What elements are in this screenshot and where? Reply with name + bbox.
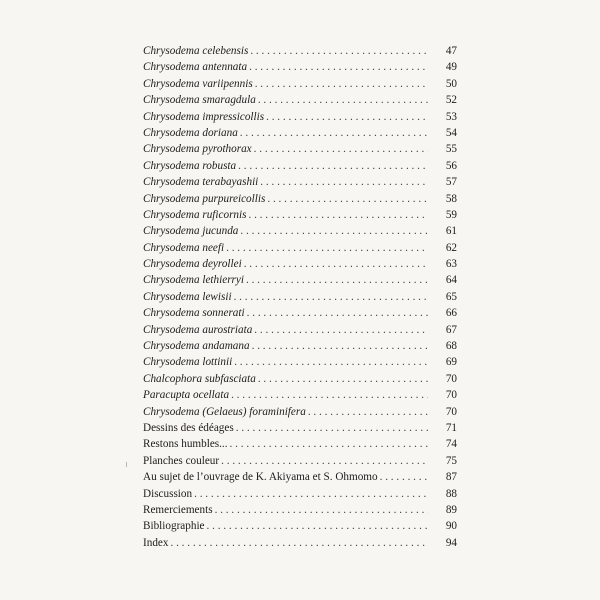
toc-entry-title: Paracupta ocellata bbox=[143, 389, 230, 402]
toc-entry-page-number: 68 bbox=[445, 340, 457, 353]
toc-entry-title: Dessins des édéages bbox=[143, 421, 234, 434]
toc-entry-title: Chrysodema impressicollis bbox=[143, 110, 265, 123]
toc-entry-page-number: 88 bbox=[445, 487, 457, 500]
toc-dot-leader bbox=[249, 59, 428, 75]
toc-entry bbox=[143, 387, 457, 403]
toc-entry bbox=[143, 109, 457, 125]
toc-entry-title: Chrysodema andamana bbox=[143, 340, 250, 353]
toc-dot-leader bbox=[234, 354, 428, 370]
toc-dot-leader bbox=[194, 486, 428, 502]
toc-dot-leader bbox=[215, 502, 428, 518]
toc-entry-title: Chrysodema lewisii bbox=[143, 290, 232, 303]
toc-entry bbox=[143, 141, 457, 157]
toc-dot-leader bbox=[254, 322, 428, 338]
toc-entry bbox=[143, 305, 457, 321]
toc-dot-leader bbox=[250, 43, 428, 59]
toc-dot-leader bbox=[221, 453, 428, 469]
toc-dot-leader bbox=[255, 76, 428, 92]
toc-entry-title: Chrysodema jucunda bbox=[143, 225, 239, 238]
toc-entry-page-number: 94 bbox=[445, 536, 457, 549]
toc-entry bbox=[143, 518, 457, 534]
toc-dot-leader bbox=[247, 305, 428, 321]
toc-entry bbox=[143, 76, 457, 92]
toc-entry-title: Chrysodema purpureicollis bbox=[143, 192, 266, 205]
toc-entry-title: Chrysodema neefi bbox=[143, 241, 225, 254]
toc-entry-page-number: 65 bbox=[445, 290, 457, 303]
toc-entry bbox=[143, 453, 457, 469]
toc-entry-title: Chrysodema terabayashii bbox=[143, 176, 259, 189]
toc-entry bbox=[143, 420, 457, 436]
toc-dot-leader bbox=[236, 420, 428, 436]
toc-entry bbox=[143, 191, 457, 207]
toc-entry-page-number: 52 bbox=[445, 94, 457, 107]
toc-entry-page-number: 62 bbox=[445, 241, 457, 254]
toc-dot-leader bbox=[230, 436, 428, 452]
table-of-contents bbox=[143, 43, 457, 551]
toc-entry-title: Chrysodema pyrothorax bbox=[143, 143, 252, 156]
toc-entry-title: Bibliographie bbox=[143, 520, 205, 533]
toc-entry-title: Chrysodema lottinii bbox=[143, 356, 233, 369]
toc-entry bbox=[143, 207, 457, 223]
toc-entry bbox=[143, 289, 457, 305]
toc-entry-page-number: 63 bbox=[445, 258, 457, 271]
toc-dot-leader bbox=[267, 191, 428, 207]
toc-entry bbox=[143, 256, 457, 272]
toc-entry-title: Remerciements bbox=[143, 503, 213, 516]
toc-dot-leader bbox=[258, 92, 428, 108]
toc-entry-title: Chrysodema variipennis bbox=[143, 77, 253, 90]
toc-entry bbox=[143, 436, 457, 452]
toc-entry-title: Chrysodema sonnerati bbox=[143, 307, 245, 320]
toc-dot-leader bbox=[266, 109, 428, 125]
toc-entry bbox=[143, 338, 457, 354]
toc-entry-title: Restons humbles... bbox=[143, 438, 228, 451]
toc-entry bbox=[143, 272, 457, 288]
toc-dot-leader bbox=[308, 404, 428, 420]
toc-entry bbox=[143, 240, 457, 256]
toc-entry-page-number: 55 bbox=[445, 143, 457, 156]
toc-entry-page-number: 56 bbox=[445, 159, 457, 172]
toc-entry bbox=[143, 43, 457, 59]
toc-dot-leader bbox=[240, 223, 428, 239]
toc-entry bbox=[143, 469, 457, 485]
toc-entry bbox=[143, 371, 457, 387]
toc-entry-page-number: 74 bbox=[445, 438, 457, 451]
toc-entry-page-number: 87 bbox=[445, 471, 457, 484]
toc-dot-leader bbox=[244, 256, 428, 272]
toc-entry-page-number: 66 bbox=[445, 307, 457, 320]
toc-entry bbox=[143, 404, 457, 420]
toc-dot-leader bbox=[260, 174, 428, 190]
toc-entry-page-number: 71 bbox=[445, 421, 457, 434]
toc-entry-title: Discussion bbox=[143, 487, 193, 500]
toc-entry-title: Chrysodema antennata bbox=[143, 61, 248, 74]
toc-entry-title: Planches couleur bbox=[143, 454, 220, 467]
toc-entry-title: Chrysodema robusta bbox=[143, 159, 237, 172]
toc-entry-title: Chrysodema ruficornis bbox=[143, 208, 247, 221]
toc-entry bbox=[143, 354, 457, 370]
toc-dot-leader bbox=[170, 535, 428, 551]
toc-entry-page-number: 61 bbox=[445, 225, 457, 238]
toc-entry-page-number: 49 bbox=[445, 61, 457, 74]
toc-dot-leader bbox=[248, 207, 428, 223]
toc-entry bbox=[143, 92, 457, 108]
toc-dot-leader bbox=[246, 272, 428, 288]
toc-entry-title: Index bbox=[143, 536, 169, 549]
toc-entry-page-number: 90 bbox=[445, 520, 457, 533]
toc-entry-title: Chrysodema celebensis bbox=[143, 45, 249, 57]
toc-entry-title: Au sujet de l’ouvrage de K. Akiyama et S. Ohmomo bbox=[143, 471, 378, 484]
toc-entry-title: Chrysodema (Gelaeus) foraminifera bbox=[143, 405, 306, 418]
toc-dot-leader bbox=[234, 289, 428, 305]
toc-entry-page-number: 70 bbox=[445, 405, 457, 418]
toc-entry bbox=[143, 59, 457, 75]
toc-entry-page-number: 67 bbox=[445, 323, 457, 336]
toc-entry-page-number: 64 bbox=[445, 274, 457, 287]
toc-entry-title: Chalcophora subfasciata bbox=[143, 372, 256, 385]
toc-entry-page-number: 54 bbox=[445, 126, 457, 139]
toc-entry-title: Chrysodema deyrollei bbox=[143, 258, 242, 271]
toc-dot-leader bbox=[226, 240, 428, 256]
toc-entry-page-number: 53 bbox=[445, 110, 457, 123]
toc-entry-page-number: 69 bbox=[445, 356, 457, 369]
toc-entry bbox=[143, 223, 457, 239]
toc-entry bbox=[143, 486, 457, 502]
toc-entry-page-number: 57 bbox=[445, 176, 457, 189]
toc-entry-title: Chrysodema aurostriata bbox=[143, 323, 253, 336]
toc-dot-leader bbox=[252, 338, 428, 354]
page-blemish bbox=[126, 462, 127, 467]
toc-entry-page-number: 58 bbox=[445, 192, 457, 205]
toc-dot-leader bbox=[380, 469, 428, 485]
toc-dot-leader bbox=[254, 141, 428, 157]
toc-dot-leader bbox=[238, 158, 428, 174]
toc-dot-leader bbox=[207, 518, 428, 534]
toc-entry-title: Chrysodema smaragdula bbox=[143, 94, 256, 107]
toc-entry-title: Chrysodema doriana bbox=[143, 126, 238, 139]
toc-entry-page-number: 75 bbox=[445, 454, 457, 467]
toc-entry-page-number: 89 bbox=[445, 503, 457, 516]
toc-dot-leader bbox=[240, 125, 428, 141]
toc-entry-page-number: 59 bbox=[445, 208, 457, 221]
toc-entry bbox=[143, 174, 457, 190]
toc-entry-page-number: 50 bbox=[445, 77, 457, 90]
toc-entry-page-number: 70 bbox=[445, 389, 457, 402]
toc-entry-title: Chrysodema lethierryi bbox=[143, 274, 244, 287]
toc-entry bbox=[143, 535, 457, 551]
toc-entry bbox=[143, 125, 457, 141]
toc-entry bbox=[143, 502, 457, 518]
toc-entry bbox=[143, 322, 457, 338]
toc-entry-page-number: 70 bbox=[445, 372, 457, 385]
toc-entry bbox=[143, 158, 457, 174]
toc-entry-page-number: 47 bbox=[445, 45, 457, 57]
toc-dot-leader bbox=[258, 371, 428, 387]
toc-dot-leader bbox=[231, 387, 428, 403]
